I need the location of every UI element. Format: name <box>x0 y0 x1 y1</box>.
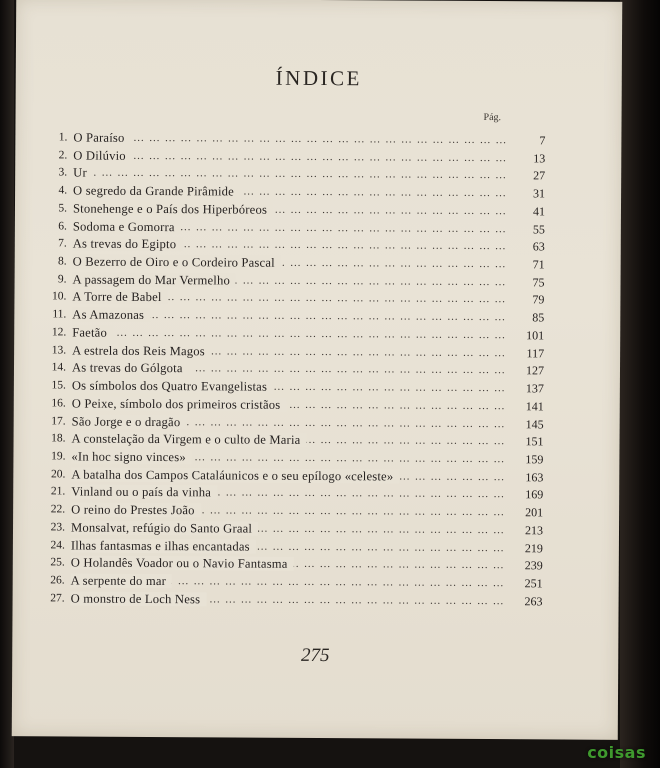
toc-entry-title: Ilhas fantasmas e ilhas encantadas <box>71 538 256 553</box>
toc-entry-title: O Bezerro de Oiro e o Cordeiro Pascal <box>73 255 281 270</box>
toc-entry-page: 151 <box>525 434 544 449</box>
toc-entry-number: 3. <box>58 166 68 179</box>
toc-entry-number: 5. <box>58 202 68 215</box>
toc-entry-title: A estrela dos Reis Magos <box>72 343 211 358</box>
toc-entry-number: 20. <box>50 468 66 481</box>
toc-entry-page: 13 <box>533 151 546 166</box>
toc-entry-page: 75 <box>532 275 545 290</box>
toc-entry-number: 15. <box>51 379 66 392</box>
toc-entry-title: O Peixe, símbolo dos primeiros cristãos <box>72 396 287 411</box>
toc-entry-page: 31 <box>533 186 546 201</box>
watermark-logo: coisas <box>587 743 646 762</box>
toc-entry-title: A constelação da Virgem e o culto de Maria <box>72 432 307 447</box>
toc-entry-number: 9. <box>57 273 67 286</box>
toc-entry-number: 18. <box>51 432 66 445</box>
toc-entry-page: 163 <box>525 469 544 485</box>
toc-entry-title: Faetão <box>72 325 113 339</box>
toc-entry-title: Vinland ou o país da vinha <box>71 485 217 500</box>
toc-entry-title: Stonehenge e o País dos Hiperbóreos <box>73 201 273 216</box>
toc-entry-page: 239 <box>524 558 543 573</box>
toc-entry-title: Os símbolos dos Quatro Evangelistas <box>72 379 273 394</box>
toc-entry-title: São Jorge e o dragão <box>72 414 187 429</box>
toc-entry-page: 251 <box>524 576 543 591</box>
toc-entry-page: 263 <box>524 593 543 609</box>
toc-entry-number: 26. <box>50 574 65 587</box>
toc-entry-page: 145 <box>525 416 544 431</box>
toc-entry-title: O Paraíso <box>73 131 130 145</box>
toc-entry-page: 27 <box>533 168 546 183</box>
toc-entry-title: A Torre de Babel <box>72 290 167 305</box>
toc-entry-number: 1. <box>58 131 68 144</box>
toc-entry-page: 63 <box>532 239 545 254</box>
book-page <box>12 0 622 740</box>
toc-entry-title: Ur <box>73 166 93 180</box>
toc-entry-page: 71 <box>532 257 545 272</box>
toc-entry-number: 8. <box>57 255 67 268</box>
toc-entry-title: A passagem do Mar Vermelho <box>73 272 237 287</box>
toc-entry-title: As trevas do Egipto <box>73 237 183 252</box>
table-of-contents <box>43 129 546 610</box>
toc-entry-number: 10. <box>52 290 67 303</box>
toc-entry-title: Sodoma e Gomorra <box>73 219 181 234</box>
toc-entry-page: 137 <box>525 381 544 396</box>
toc-entry-number: 16. <box>51 397 66 410</box>
toc-entry-title: O Holandês Voador ou o Navio Fantasma <box>71 556 294 571</box>
toc-entry-page: 85 <box>532 310 545 325</box>
toc-entry-page: 201 <box>525 505 544 520</box>
toc-entry-title: O Dilúvio <box>73 148 132 162</box>
page-column-label: Pág. <box>483 112 502 124</box>
toc-entry-page: 7 <box>539 133 546 148</box>
toc-entry-title: Monsalvat, refúgio do Santo Graal <box>71 520 258 535</box>
toc-entry-title: As trevas do Gólgota <box>72 361 189 376</box>
toc-entry-title: A batalha dos Campos Cataláunicos e o seu epílogo «celeste» <box>71 467 399 483</box>
toc-entry-number: 21. <box>50 485 66 498</box>
toc-entry-page: 169 <box>525 487 544 502</box>
toc-entry-title: As Amazonas <box>72 308 150 322</box>
toc-entry-page: 41 <box>532 204 546 219</box>
toc-entry-number: 6. <box>58 220 67 233</box>
toc-entry-page: 117 <box>526 345 545 361</box>
toc-entry-number: 2. <box>58 149 68 162</box>
toc-entry-number: 7. <box>58 237 67 250</box>
toc-entry-number: 11. <box>52 308 67 321</box>
toc-entry-number: 14. <box>51 361 67 374</box>
toc-entry-page: 101 <box>526 328 545 343</box>
toc-entry-page: 219 <box>524 540 543 555</box>
toc-entry-title: A serpente do mar <box>71 573 172 588</box>
toc-entry-page: 213 <box>524 523 544 538</box>
toc-entry-number: 23. <box>50 521 66 534</box>
toc-entry-number: 12. <box>51 326 67 339</box>
toc-entry-number: 22. <box>50 503 66 516</box>
toc-entry-number: 4. <box>58 184 68 197</box>
page-number: 275 <box>300 644 330 667</box>
toc-entry-number: 19. <box>51 450 66 463</box>
toc-entry-number: 27. <box>50 592 65 605</box>
toc-entry-number: 13. <box>51 344 67 357</box>
toc-entry-page: 141 <box>525 399 544 414</box>
toc-entry <box>43 590 543 611</box>
toc-entry-number: 25. <box>50 556 65 569</box>
toc-entry-title: O segredo da Grande Pirâmide <box>73 184 240 199</box>
page-title: ÍNDICE <box>275 65 362 91</box>
toc-entry-number: 24. <box>50 538 65 551</box>
toc-entry-title: O reino do Prestes João <box>71 503 201 518</box>
toc-entry-page: 79 <box>532 292 545 307</box>
book-cover-edge <box>620 0 660 768</box>
toc-entry-title: O monstro de Loch Ness <box>71 591 207 606</box>
toc-entry-number: 17. <box>51 414 66 427</box>
toc-entry-page: 55 <box>532 221 545 236</box>
toc-entry-page: 127 <box>525 363 545 378</box>
toc-entry-page: 159 <box>525 452 544 467</box>
toc-entry-title: «In hoc signo vinces» <box>71 449 191 464</box>
